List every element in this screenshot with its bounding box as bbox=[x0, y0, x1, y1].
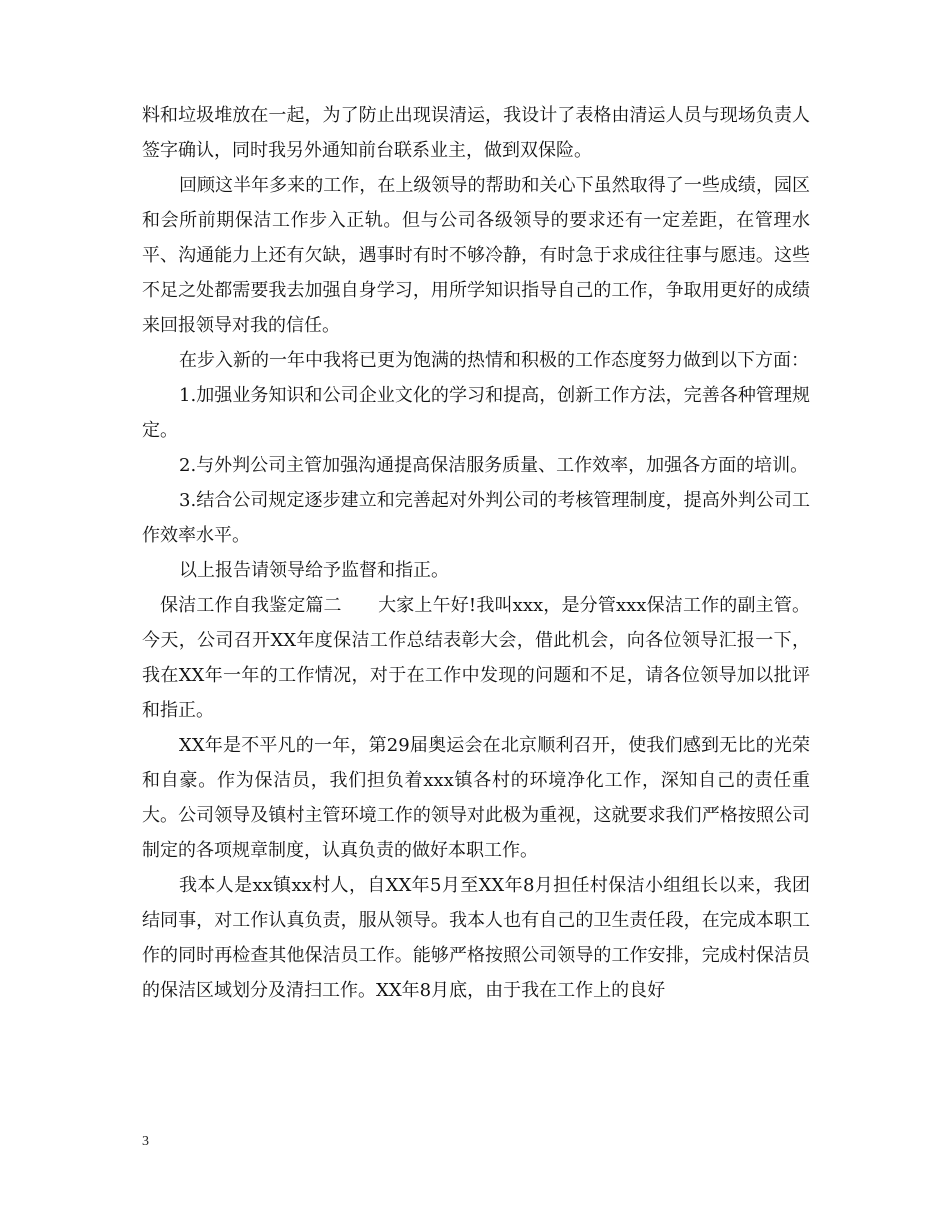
section-heading-paragraph: 保洁工作自我鉴定篇二 大家上午好!我叫xxx，是分管xxx保洁工作的副主管。今天，公司召开XX年度保洁工作总结表彰大会，借此机会，向各位领导汇报一下，我在XX年一年的工作情况，对于在工作中发现的问题和不足，请各位领导加以批评和指正。 bbox=[142, 595, 810, 721]
list-item: 3.结合公司规定逐步建立和完善起对外判公司的考核管理制度，提高外判公司工作效率水平。 bbox=[142, 490, 810, 546]
page-number: 3 bbox=[142, 1134, 149, 1149]
list-item: 1.加强业务知识和公司企业文化的学习和提高，创新工作方法，完善各种管理规定。 bbox=[142, 385, 810, 441]
list-item: 2.与外判公司主管加强沟通提高保洁服务质量、工作效率，加强各方面的培训。 bbox=[179, 455, 809, 476]
paragraph: 以上报告请领导给予监督和指正。 bbox=[179, 560, 449, 581]
paragraph: XX年是不平凡的一年，第29届奥运会在北京顺利召开，使我们感到无比的光荣和自豪。作为保洁员，我们担负着xxx镇各村的环境净化工作，深知自己的责任重大。公司领导及镇村主管环境工作的领导对此极为重视，这就要求我们严格按照公司制定的各项规章制度，认真负责的做好本职工作。 bbox=[142, 735, 810, 861]
paragraph: 在步入新的一年中我将已更为饱满的热情和积极的工作态度努力做到以下方面： bbox=[179, 350, 809, 371]
document-body bbox=[142, 98, 810, 1008]
paragraph: 我本人是xx镇xx村人，自XX年5月至XX年8月担任村保洁小组组长以来，我团结同事，对工作认真负责，服从领导。我本人也有自己的卫生责任段，在完成本职工作的同时再检查其他保洁员工作。能够严格按照公司领导的工作安排，完成村保洁员的保洁区域划分及清扫工作。XX年8月底，由于我在工作上的良好 bbox=[142, 875, 810, 1001]
paragraph: 回顾这半年多来的工作，在上级领导的帮助和关心下虽然取得了一些成绩，园区和会所前期保洁工作步入正轨。但与公司各级领导的要求还有一定差距，在管理水平、沟通能力上还有欠缺，遇事时有时不够冷静，有时急于求成往往事与愿违。这些不足之处都需要我去加强自身学习，用所学知识指导自己的工作，争取用更好的成绩来回报领导对我的信任。 bbox=[142, 175, 810, 336]
paragraph: 料和垃圾堆放在一起，为了防止出现误清运，我设计了表格由清运人员与现场负责人签字确认，同时我另外通知前台联系业主，做到双保险。 bbox=[142, 105, 810, 161]
